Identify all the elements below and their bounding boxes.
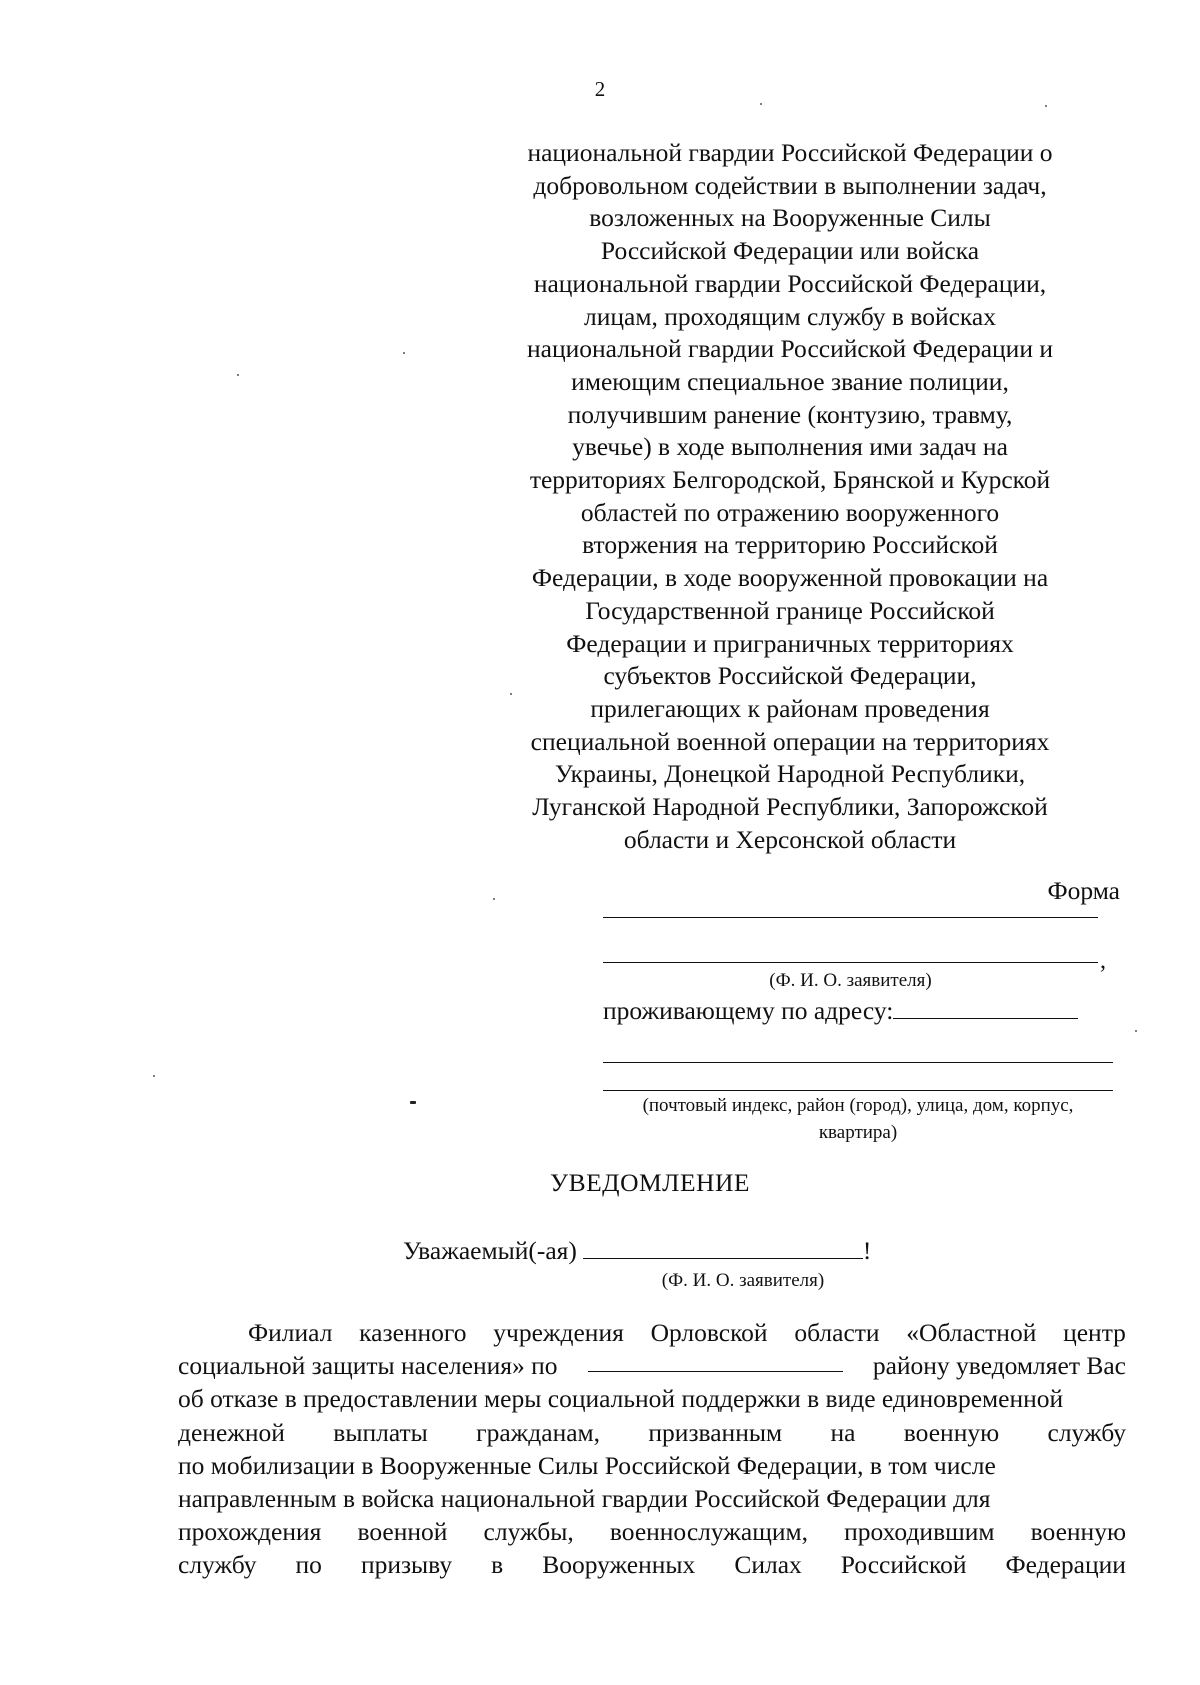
body-word: Орловской — [650, 1318, 768, 1347]
salutation-name-field[interactable] — [583, 1236, 863, 1259]
body-word: «Областной — [906, 1318, 1037, 1347]
body-word: области — [794, 1318, 880, 1347]
applicant-name-line-1[interactable] — [603, 917, 1098, 918]
body-word: Филиал — [248, 1318, 333, 1347]
address-row — [603, 996, 1078, 1026]
body-line-4 — [178, 1416, 1126, 1449]
heading-line: территориях Белгородской, Брянской и Курской — [529, 465, 1051, 495]
scan-speck — [510, 693, 512, 695]
body-word: выплаты — [333, 1417, 428, 1447]
body-line-text: по мобилизации в Вооруженные Силы Российской Федерации, в том числе — [178, 1450, 996, 1480]
form-heading-text — [500, 137, 1080, 856]
district-field[interactable] — [588, 1349, 843, 1372]
address-line-2[interactable] — [603, 1062, 1113, 1063]
address-line-3[interactable] — [603, 1090, 1113, 1091]
heading-line: возложенных на Вооруженные Силы — [589, 203, 991, 233]
address-caption-line-2: квартира) — [818, 1122, 898, 1143]
body-word: гражданам, — [476, 1417, 601, 1447]
address-field[interactable] — [893, 996, 1078, 1019]
body-line-6 — [178, 1482, 1126, 1515]
body-word: по — [295, 1550, 322, 1580]
salutation-exclamation: ! — [862, 1236, 872, 1265]
address-caption — [593, 1092, 1123, 1146]
heading-line: Федерации, в ходе вооруженной провокации на — [531, 563, 1049, 593]
body-word: службы, — [483, 1517, 574, 1547]
body-word: Вооруженных — [542, 1550, 696, 1580]
page-number: 2 — [594, 77, 606, 101]
address-caption-line-1: (почтовый индекс, район (город), улица, дом, корпус, — [642, 1095, 1074, 1116]
heading-line: национальной гвардии Российской Федерации о — [527, 138, 1053, 167]
scan-speck — [493, 898, 495, 900]
applicant-caption: (Ф. И. О. заявителя) — [769, 970, 932, 991]
heading-line: области и Херсонской области — [623, 824, 957, 854]
scan-speck — [237, 374, 239, 376]
body-word: службу — [1047, 1417, 1126, 1447]
heading-line: субъектов Российской Федерации, — [603, 661, 977, 691]
body-word: военную — [1030, 1517, 1126, 1547]
body-word: центр — [1063, 1318, 1126, 1347]
heading-line: добровольном содействии в выполнении задач, — [533, 170, 1047, 200]
body-word: прохождения — [178, 1517, 322, 1547]
body-word: военной — [357, 1517, 448, 1547]
heading-line: Государственной границе Российской — [585, 595, 995, 625]
scan-speck — [403, 352, 405, 354]
heading-line: получившим ранение (контузию, травму, — [567, 399, 1013, 429]
notice-body — [178, 1316, 1126, 1582]
heading-line: Российской Федерации или войска — [600, 236, 980, 266]
applicant-line-comma: , — [1100, 948, 1106, 974]
heading-line: увечье) в ходе выполнения ими задач на — [572, 432, 1008, 462]
heading-line: Федерации и приграничных территориях — [566, 628, 1014, 658]
body-word: военную — [903, 1417, 1000, 1447]
body-line-1 — [178, 1316, 1126, 1349]
body-word: Силах — [734, 1550, 802, 1580]
form-label: Форма — [1047, 876, 1120, 905]
scan-speck — [1045, 105, 1047, 107]
applicant-name-line-2[interactable] — [603, 962, 1098, 963]
body-text-after-district: району уведомляет Вас — [872, 1351, 1126, 1381]
body-word: призыву — [360, 1550, 453, 1580]
body-text-before-district: социальной защиты населения» по — [178, 1351, 558, 1381]
body-word: денежной — [178, 1417, 285, 1447]
body-line-7 — [178, 1515, 1126, 1548]
heading-line: имеющим специальное звание полиции, — [571, 366, 1009, 396]
body-word: учреждения — [493, 1318, 624, 1347]
address-label: проживающему по адресу: — [603, 996, 894, 1025]
body-line-2 — [178, 1349, 1126, 1382]
heading-line: лицам, проходящим службу в войсках — [584, 301, 996, 331]
body-line-3 — [178, 1382, 1126, 1415]
body-line-text: об отказе в предоставлении меры социальной поддержки в виде единовременной — [178, 1384, 1064, 1414]
heading-line: областей по отражению вооруженного — [580, 497, 1000, 527]
body-line-text: направленным в войска национальной гвардии Российской Федерации для — [178, 1484, 991, 1514]
heading-line: Украины, Донецкой Народной Республики, — [554, 759, 1026, 789]
body-word: казенного — [359, 1318, 467, 1347]
salutation-label: Уважаемый(-ая) — [403, 1236, 577, 1265]
heading-line: национальной гвардии Российской Федерации, — [533, 268, 1047, 298]
body-word: службу — [178, 1550, 257, 1580]
scan-speck — [1135, 1030, 1137, 1032]
salutation-caption: (Ф. И. О. заявителя) — [661, 1270, 825, 1291]
heading-line: специальной военной операции на территориях — [530, 726, 1050, 756]
body-word: военнослужащим, — [609, 1517, 809, 1547]
scan-speck — [410, 1101, 416, 1104]
heading-line: вторжения на территорию Российской — [582, 530, 998, 560]
body-word: Федерации — [1005, 1550, 1126, 1580]
body-word: проходившим — [844, 1517, 995, 1547]
scan-speck — [153, 1075, 155, 1077]
body-word: на — [830, 1417, 856, 1447]
body-line-5 — [178, 1449, 1126, 1482]
body-word: Российской — [840, 1550, 967, 1580]
scan-speck — [760, 103, 762, 105]
heading-line: прилегающих к районам проведения — [590, 693, 990, 723]
body-word: призванным — [648, 1417, 783, 1447]
body-word: в — [491, 1550, 504, 1580]
salutation-row — [403, 1236, 871, 1266]
heading-line: национальной гвардии Российской Федерации и — [527, 334, 1053, 364]
heading-line: Луганской Народной Республики, Запорожской — [532, 792, 1048, 822]
notice-title: УВЕДОМЛЕНИЕ — [550, 1168, 750, 1197]
body-line-8 — [178, 1548, 1126, 1581]
